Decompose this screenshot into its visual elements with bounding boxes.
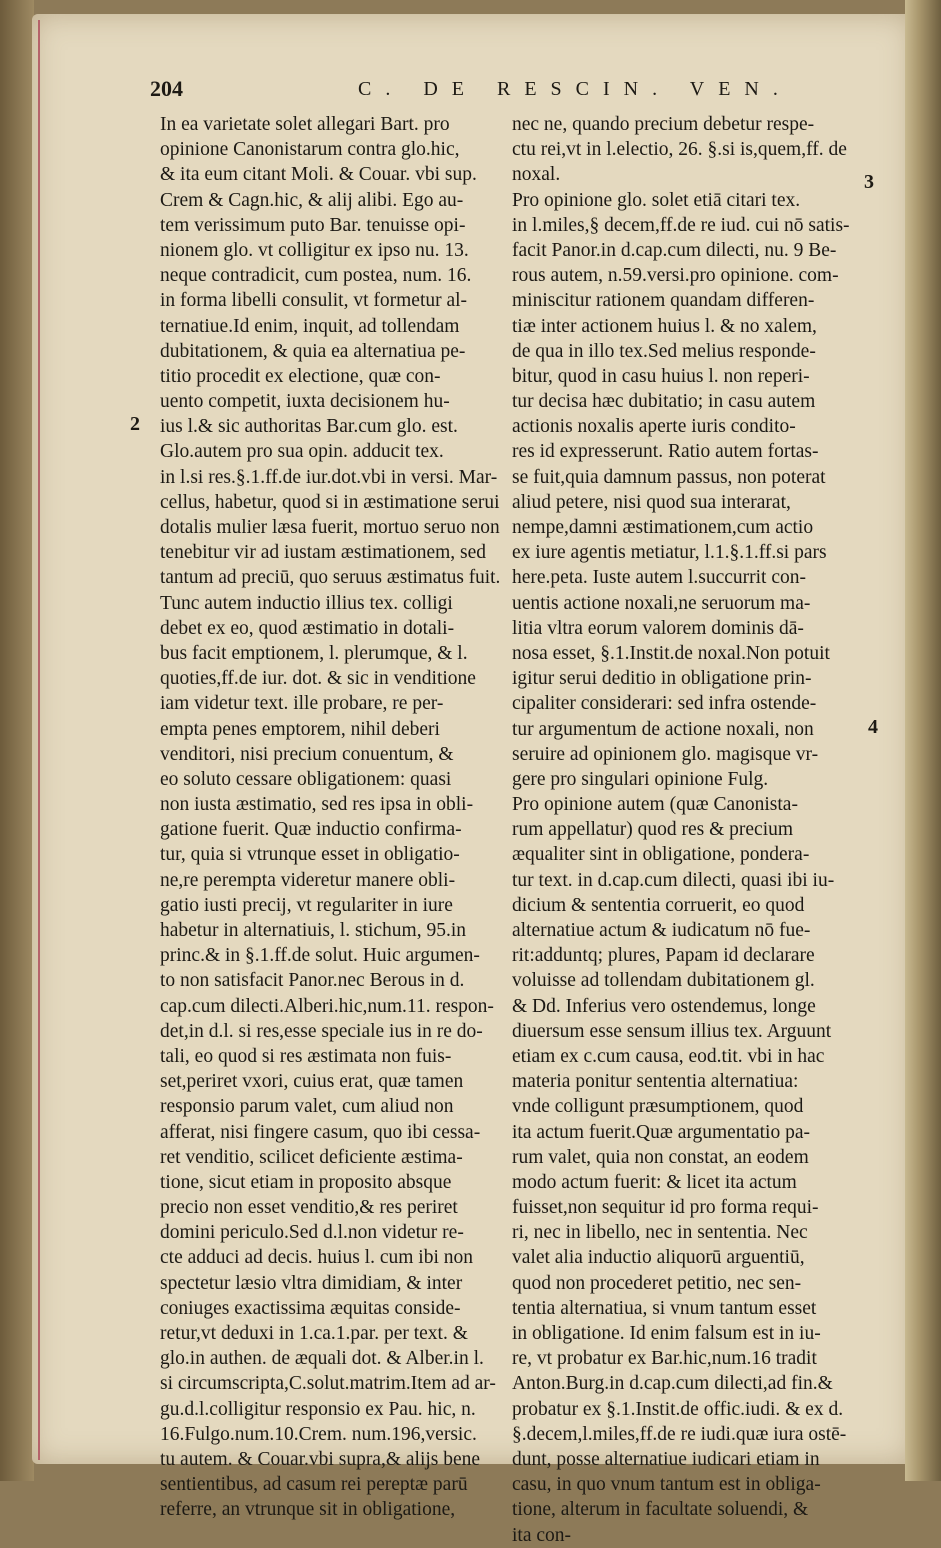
text-line: 16.Fulgo.num.10.Crem. num.196,versic. [160,1423,477,1445]
text-line: In ea varietate solet allegari Bart. pro [160,114,450,135]
text-line: ri, nec in libello, nec in sententia. Nec [512,1222,808,1244]
text-line: gere pro singulari opinione Fulg. [512,768,769,790]
text-line: tur argumentum de actione noxali, non [512,718,814,740]
text-line: empta penes emptorem, nihil deberi [160,718,440,740]
text-line: titio procedit ex electione, quæ con- [160,365,441,387]
text-line: nosa esset, §.1.Instit.de noxal.Non potuit [512,642,830,664]
text-line: rous autem, n.59.versi.pro opinione. com- [512,265,839,287]
text-line: ius l.& sic authoritas Bar.cum glo. est. [160,416,458,438]
text-line: Pro opinione autem (quæ Canonista- [512,794,798,816]
text-line: uentis actione noxali,ne seruorum ma- [512,592,811,614]
text-line: rit:adduntq; plures, Papam id declarare [512,945,815,967]
text-line: tur decisa hæc dubitatio; in casu autem [512,391,816,413]
text-line: domini periculo.Sed d.l.non videtur re- [160,1222,464,1244]
text-line: responsio parum valet, cum aliud non [160,1096,454,1118]
text-line: etiam ex c.cum causa, eod.tit. vbi in hac [512,1045,825,1067]
text-line: tenebitur vir ad iustam æstimationem, sed [160,542,487,564]
text-line: ita actum fuerit.Quæ argumentatio pa- [512,1121,811,1143]
book-spine-shadow [0,0,34,1481]
text-line: & Dd. Inferius vero ostendemus, longe [512,995,816,1017]
text-line: glo.in authen. de æquali dot. & Alber.in l. [160,1348,484,1370]
text-line: facit Panor.in d.cap.cum dilecti, nu. 9 Be- [512,239,837,261]
text-line: igitur serui deditio in obligatione prin- [512,668,812,690]
page-header [150,76,890,106]
text-line: coniuges exactissima æquitas conside- [160,1297,461,1319]
text-line: tentia alternatiua, si vnum tantum esset [512,1297,817,1319]
text-line: & ita eum citant Moli. & Couar. vbi sup. [160,164,477,186]
text-line: noxal. [512,164,561,186]
text-line: dunt, posse alternatiue iudicari etiam in [512,1448,820,1470]
running-title: C. DE RESCIN. VEN. [358,78,792,100]
text-line: ne,re perempta videretur manere obli- [160,869,456,891]
page-edge-stack [905,0,941,1481]
text-line: materia ponitur sententia alternatiua: [512,1071,799,1093]
text-line: in obligatione. Id enim falsum est in iu- [512,1323,821,1344]
text-line: neque contradicit, cum postea, num. 16. [160,265,472,287]
text-line: ita con- [512,1524,572,1546]
text-line: to non satisfacit Panor.nec Berous in d. [160,970,465,992]
text-line: venditori, nisi precium conuentum, & [160,743,454,765]
text-line: cellus, habetur, quod si in æstimatione serui [160,491,500,513]
text-line: cte adduci ad decis. huius l. cum ibi non [160,1247,474,1269]
text-line: spectetur læsio vltra dimidiam, & inter [160,1272,463,1294]
text-line: miniscitur rationem quandam differen- [512,290,815,312]
text-line: debet ex eo, quod æstimatio in dotali- [160,617,455,639]
text-line: iam videtur text. ille probare, re per- [160,693,444,715]
text-line: det,in d.l. si res,esse speciale ius in re do- [160,1020,483,1042]
text-line: ctu rei,vt in l.electio, 26. §.si is,quem,ff. de [512,139,847,161]
text-line: ret venditio, scilicet deficiente æstima- [160,1146,463,1168]
text-line: se fuit,quia damnum passus, non poterat [512,466,826,488]
text-line: ex iure agentis metiatur, l.1.§.1.ff.si pars [512,542,827,564]
margin-number-3: 3 [864,171,874,193]
text-line: alternatiue actum & iudicatum nō fue- [512,920,811,941]
text-line: referre, an vtrunque sit in obligatione, [160,1499,456,1521]
text-line: Pro opinione glo. solet etiā citari tex. [512,189,801,211]
text-line: gatio iusti precij, vt regulariter in iure [160,894,453,916]
text-line: gatione fuerit. Quæ inductio confirma- [160,819,462,841]
text-line: gu.d.l.colligitur responsio ex Pau. hic, n. [160,1398,476,1420]
text-line: in l.miles,§ decem,ff.de re iud. cui nō satis- [512,214,850,236]
text-line: rum appellatur) quod res & precium [512,819,794,841]
text-line: cap.cum dilecti.Alberi.hic,num.11. respon- [160,995,494,1017]
text-line: tur text. in d.cap.cum dilecti, quasi ibi iu- [512,869,835,891]
text-line: Glo.autem pro sua opin. adducit tex. [160,441,444,463]
text-line: æqualiter sint in obligatione, pondera- [512,844,810,866]
text-line: retur,vt deduxi in 1.ca.1.par. per text. & [160,1323,468,1344]
folio-number: 204 [150,76,183,101]
text-line: diuersum esse sensum illius tex. Arguunt [512,1020,832,1042]
text-line: bitur, quod in casu huius l. non reperi- [512,365,810,387]
text-line: eo soluto cessare obligationem: quasi [160,768,452,790]
text-line: nec ne, quando precium debetur respe- [512,114,815,135]
text-line: in l.si res.§.1.ff.de iur.dot.vbi in versi. Mar- [160,466,498,488]
text-line: casu, in quo vnum tantum est in obliga- [512,1474,821,1496]
text-line: res id expresserunt. Ratio autem fortas- [512,441,819,463]
margin-number-4: 4 [868,716,878,738]
text-line: tantum ad preciū, quo seruus æstimatus fuit. [160,567,501,589]
text-line: tiæ inter actionem huius l. & no xalem, [512,315,817,337]
text-line: voluisse ad tollendam dubitationem gl. [512,970,815,992]
text-line: Anton.Burg.in d.cap.cum dilecti,ad fin.& [512,1373,833,1395]
red-margin-rule [38,20,40,1460]
text-line: seruire ad opinionem glo. magisque vr- [512,743,819,765]
text-line: aliud petere, nisi quod sua interarat, [512,491,791,513]
text-line: princ.& in §.1.ff.de solut. Huic argumen- [160,945,480,967]
text-line: tione, sicut etiam in proposito absque [160,1171,452,1193]
text-line: §.decem,l.miles,ff.de re iudi.quæ iura ostē- [512,1423,847,1445]
text-line: bus facit emptionem, l. plerumque, & l. [160,642,468,664]
text-line: precio non esset venditio,& res periret [160,1197,458,1219]
text-line: here.peta. Iuste autem l.succurrit con- [512,567,806,589]
margin-number-2: 2 [130,413,140,435]
text-line: non iusta æstimatio, sed res ipsa in obli- [160,794,474,816]
text-line: sentientibus, ad casum rei pereptæ parū [160,1474,468,1496]
text-line: habetur in alternatiuis, l. stichum, 95.in [160,920,466,941]
text-line: tu autem. & Couar.vbi supra,& alijs bene [160,1448,481,1470]
text-line: in forma libelli consulit, vt formetur al- [160,290,468,312]
text-line: valet alia inductio aliquorū arguentiū, [512,1247,805,1269]
text-line: probatur ex §.1.Instit.de offic.iudi. & ex d. [512,1398,844,1420]
text-line: nionem glo. vt colligitur ex ipso nu. 13. [160,239,469,261]
text-line: litia vltra eorum valorem dominis dā- [512,617,804,639]
text-line: si circumscripta,C.solut.matrim.Item ad ar- [160,1373,496,1395]
text-line: fuisset,non sequitur id pro forma requi- [512,1197,819,1219]
text-line: ternatiue.Id enim, inquit, ad tollendam [160,315,460,337]
left-text-column [160,112,500,1523]
text-line: Tunc autem inductio illius tex. colligi [160,592,453,614]
text-line: cipaliter considerari: sed infra ostende- [512,693,817,715]
text-line: opinione Canonistarum contra glo.hic, [160,139,460,161]
text-line: re, vt probatur ex Bar.hic,num.16 tradit [512,1348,817,1370]
text-line: quod non procederet petitio, nec sen- [512,1272,802,1294]
text-line: Crem & Cagn.hic, & alij alibi. Ego au- [160,189,464,211]
text-line: quoties,ff.de iur. dot. & sic in venditione [160,668,476,690]
text-line: vnde colligunt præsumptionem, quod [512,1096,804,1118]
text-line: set,periret vxori, cuius erat, quæ tamen [160,1071,464,1093]
text-line: nempe,damni æstimationem,cum actio [512,517,814,538]
text-line: dicium & sententia corruerit, eo quod [512,894,805,916]
text-line: modo actum fuerit: & licet ita actum [512,1171,797,1193]
text-line: actionis noxalis aperte iuris condito- [512,416,796,438]
text-line: tione, alterum in facultate soluendi, & [512,1499,809,1521]
text-line: tur, quia si vtrunque esset in obligatio- [160,844,460,866]
text-line: dubitationem, & quia ea alternatiua pe- [160,340,466,362]
text-line: tali, eo quod si res æstimata non fuis- [160,1045,452,1067]
right-text-column [512,112,862,1548]
text-line: afferat, nisi fingere casum, quo ibi cessa- [160,1121,481,1143]
text-line: rum valet, quia non constat, an eodem [512,1146,809,1168]
text-line: de qua in illo tex.Sed melius responde- [512,340,816,362]
text-line: dotalis mulier læsa fuerit, mortuo seruo non [160,517,500,538]
text-line: tem verissimum puto Bar. tenuisse opi- [160,214,466,236]
text-line: uento competit, iuxta decisionem hu- [160,391,450,413]
